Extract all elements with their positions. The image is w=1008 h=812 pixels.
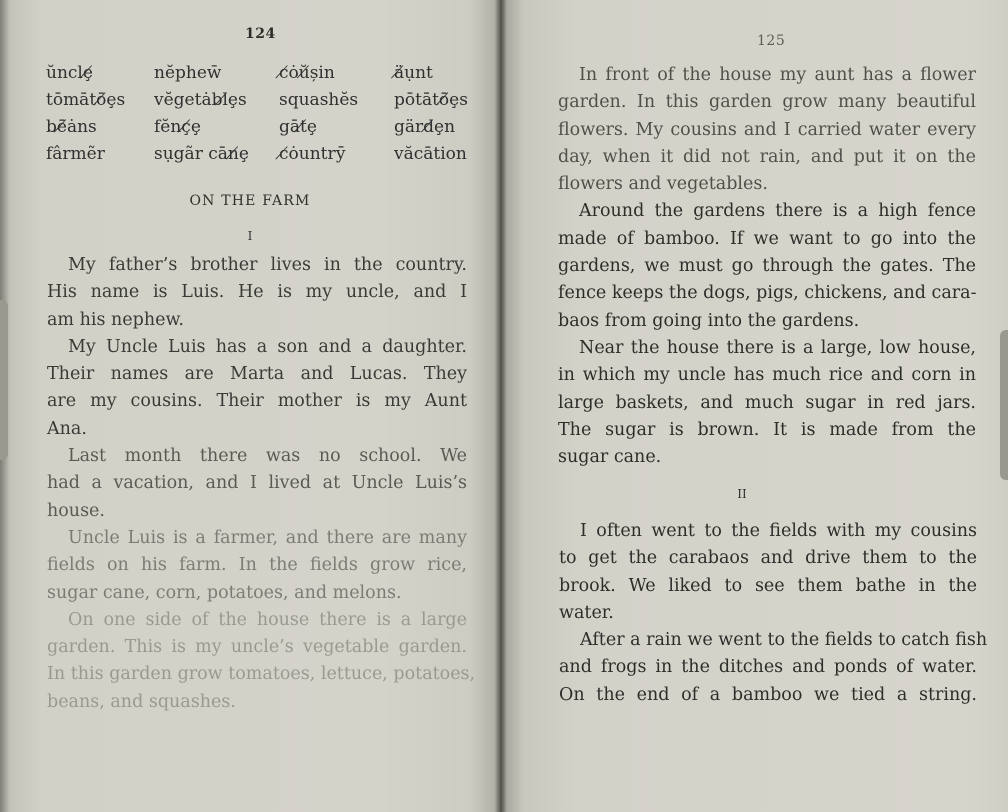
text-line: After a rain we went to the fields to catch fish	[580, 630, 988, 651]
text-line: flowers and vegetables.	[558, 174, 768, 195]
text-line: gardens, we must go through the gates. The	[558, 256, 976, 277]
right-page-body-bottom	[559, 518, 988, 709]
text-line: On the end of a bamboo we tied a string.	[559, 684, 977, 705]
text-line: Around the gardens there is a high fence	[579, 201, 976, 222]
left-page-body	[47, 252, 476, 716]
chapter-heading: ON THE FARM	[189, 193, 311, 209]
text-line: My Uncle Luis has a son and a daughter.	[68, 336, 467, 357]
paragraph	[558, 62, 976, 198]
text-line: had a vacation, and I lived at Uncle Luis’s	[47, 473, 467, 494]
paragraph	[47, 252, 467, 334]
text-line: sugar cane.	[558, 447, 662, 468]
text-line: In this garden grow tomatoes, lettuce, potatoes,	[47, 664, 476, 685]
paragraph	[47, 525, 467, 607]
word-list-item: ä̸ụnt	[394, 63, 433, 83]
text-line: beans, and squashes.	[47, 691, 236, 712]
paragraph	[47, 607, 476, 716]
text-line: in which my uncle has much rice and corn in	[558, 365, 976, 386]
word-list-item: c̸ȯŭ̸șin	[279, 63, 335, 83]
text-line: The sugar is brown. It is made from the	[558, 419, 976, 440]
text-line: fence keeps the dogs, pigs, chickens, and cara-	[558, 283, 977, 304]
text-line: am his nephew.	[47, 309, 184, 330]
text-line: garden. This is my uncle’s vegetable garden.	[47, 637, 467, 658]
text-line: I often went to the fields with my cousins	[580, 521, 977, 541]
text-line: Uncle Luis is a farmer, and there are many	[68, 527, 467, 548]
text-line: sugar cane, corn, potatoes, and melons.	[47, 582, 402, 603]
text-line: On one side of the house there is a large	[68, 609, 467, 630]
text-line: and frogs in the ditches and ponds of water.	[559, 657, 977, 678]
text-line: In front of the house my aunt has a flower	[579, 65, 976, 85]
paragraph	[559, 627, 988, 709]
paragraph	[47, 334, 467, 443]
word-list-item: tōmātō̸ȩs	[46, 90, 126, 110]
section-number: I	[247, 229, 253, 243]
page-edge-right	[1000, 330, 1008, 480]
book-gutter	[495, 0, 507, 812]
section-number: II	[737, 487, 747, 501]
text-line: house.	[47, 500, 105, 521]
text-line: Their names are Marta and Lucas. They	[47, 364, 467, 385]
word-list-item: squashĕs	[279, 90, 359, 110]
word-list-item: sụgãr cān̸ȩ	[154, 144, 249, 164]
text-line: large baskets, and much sugar in red jars.	[558, 392, 976, 413]
text-line: His name is Luis. He is my uncle, and I	[47, 282, 467, 303]
right-page	[500, 0, 1008, 812]
paragraph	[47, 443, 467, 525]
word-list-item: bē̸ȧns	[46, 117, 97, 137]
text-line: day, when it did not rain, and put it on the	[558, 146, 976, 167]
word-list-item: gärd̸ȩn	[394, 117, 456, 137]
word-list-item: fĕnç̸ȩ	[154, 117, 201, 137]
text-line: are my cousins. Their mother is my Aunt	[47, 391, 467, 412]
text-line: brook. We liked to see them bathe in the	[559, 575, 977, 596]
left-page	[0, 0, 500, 812]
text-line: fields on his farm. In the fields grow rice,	[47, 555, 467, 576]
right-page-body-top	[558, 62, 976, 471]
text-line: flowers. My cousins and I carried water every	[558, 119, 976, 140]
text-line: water.	[559, 602, 614, 623]
page-edge-left	[0, 300, 8, 460]
text-line: made of bamboo. If we want to go into the	[558, 228, 976, 249]
word-list-item: nĕphew̄	[154, 63, 222, 83]
word-list-item: c̸ȯuntrӯ	[279, 144, 346, 164]
text-line: Last month there was no school. We	[68, 446, 467, 467]
text-line: baos from going into the gardens.	[558, 310, 860, 331]
paragraph	[559, 518, 977, 627]
word-list-item: gāt̸ȩ	[279, 117, 317, 137]
text-line: My father’s brother lives in the country.	[68, 255, 467, 275]
page-number-right: 125	[757, 33, 786, 49]
word-list-item: vĕgetȧbl̸ȩs	[154, 90, 247, 110]
paragraph	[558, 198, 976, 334]
page-number-left: 124	[245, 26, 276, 42]
word-list-item: ŭnclȩ̸	[46, 63, 93, 83]
word-list-item: pōtātō̸ȩs	[394, 90, 468, 110]
text-line: Near the house there is a large, low house,	[579, 337, 976, 358]
text-line: Ana.	[47, 418, 87, 439]
text-line: garden. In this garden grow many beautiful	[558, 92, 976, 113]
paragraph	[558, 335, 976, 471]
word-list-item: văcātion	[394, 144, 467, 164]
word-list-item: fârmẽr	[46, 144, 105, 164]
word-list	[46, 63, 476, 165]
text-line: to get the carabaos and drive them to the	[559, 548, 977, 569]
